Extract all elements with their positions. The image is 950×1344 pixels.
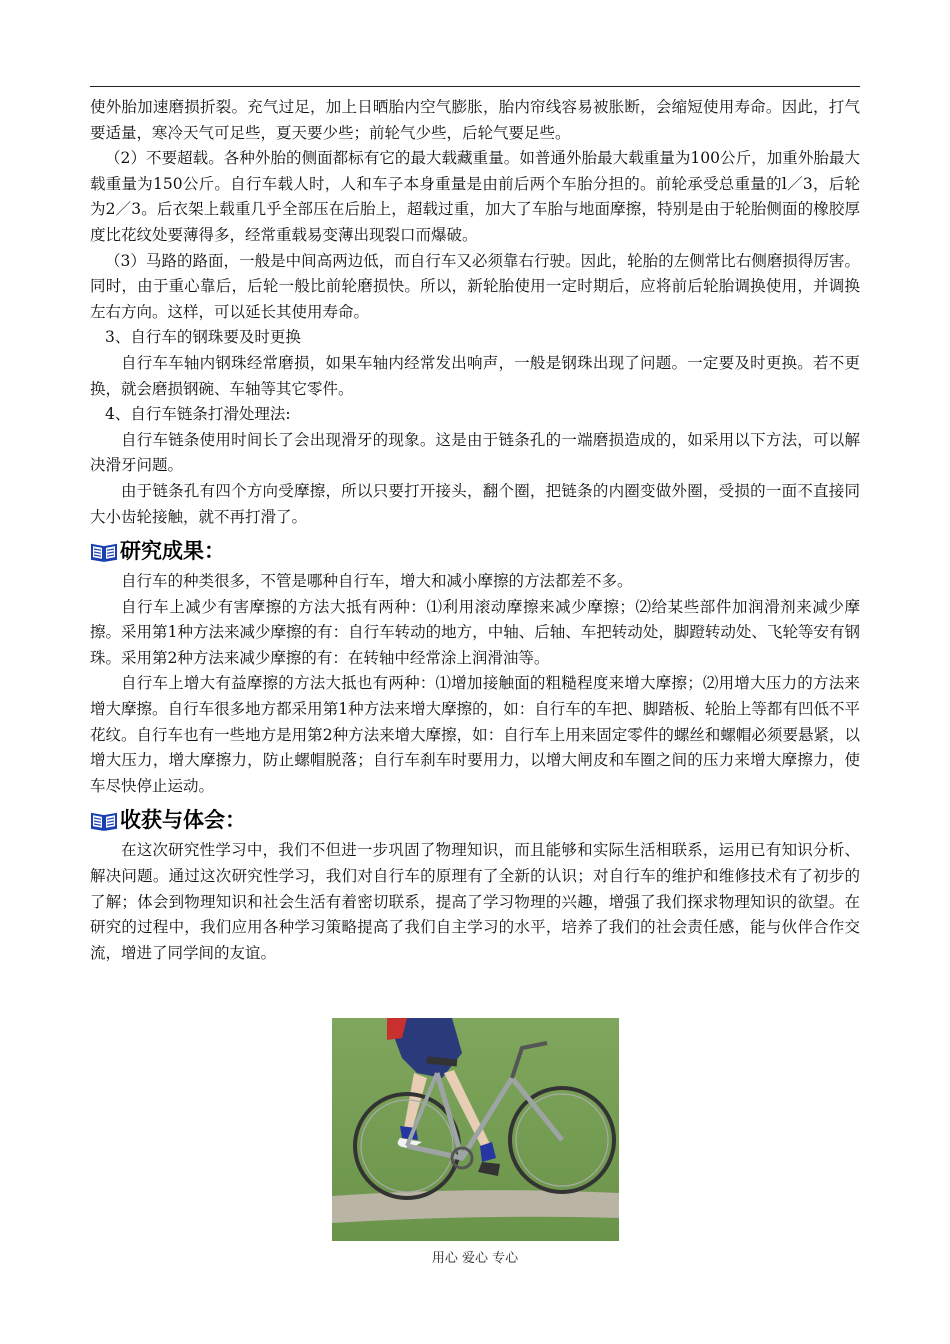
paragraph-results-2: 自行车上减少有害摩擦的方法大抵有两种：⑴利用滚动摩擦来减少摩擦；⑵给某些部件加润滑剂来减少摩擦。采用第1种方法来减少摩擦的有：自行车转动的地方，中轴、后轴、车把转动处，脚蹬转动处、飞轮等安有钢珠。采用第2种方法来减少摩擦的有：在转轴中经常涂上润滑油等。 <box>90 597 860 667</box>
section-title-chain-slip: 4、自行车链条打滑处理法: <box>105 405 291 424</box>
paragraph-overload: （2）不要超载。各种外胎的侧面都标有它的最大载藏重量。如普通外胎最大载重量为100公斤，加重外胎最大载重量为150公斤。自行车载人时，人和车子本身重量是由前后两个车胎分担的。前轮承受总重量的l／3，后轮为2／3。后衣架上载重几乎全部压在后胎上，超载过重，加大了车胎与地面摩擦，特别是由于轮胎侧面的橡胶厚度比花纹处要薄得多，经常重载易变薄出现裂口而爆破。 <box>90 149 860 244</box>
heading-results <box>90 537 860 565</box>
paragraph-tire-pressure: 使外胎加速磨损折裂。充气过足，加上日晒胎内空气膨胀，胎内帘线容易被胀断，会缩短使用寿命。因此，打气要适量，寒冷天气可足些，夏天要少些；前轮气少些，后轮气要足些。 <box>90 98 860 142</box>
paragraph-steel-balls: 自行车车轴内钢珠经常磨损，如果车轴内经常发出响声，一般是钢珠出现了问题。一定要及时更换。若不更换，就会磨损钢碗、车轴等其它零件。 <box>90 353 860 398</box>
section-title-steel-balls: 3、自行车的钢珠要及时更换 <box>105 328 301 347</box>
paragraph-gains: 在这次研究性学习中，我们不但进一步巩固了物理知识，而且能够和实际生活相联系，运用已有知识分析、解决问题。通过这次研究性学习，我们对自行车的原理有了全新的认识；对自行车的维护和维修技术有了初步的了解；体会到物理知识和社会生活有着密切联系，提高了学习物理的兴趣，增强了我们探求物理知识的欲望。在研究的过程中，我们应用各种学习策略提高了我们自主学习的水平，培养了我们的社会责任感，能与伙伴合作交流，增进了同学间的友谊。 <box>90 841 860 962</box>
paragraph-road-surface: （3）马路的路面，一般是中间高两边低，而自行车又必须靠右行驶。因此，轮胎的左侧常比右侧磨损得厉害。同时，由于重心靠后，后轮一般比前轮磨损快。所以，新轮胎使用一定时期后，应将前后轮胎调换使用，并调换左右方向。这样，可以延长其使用寿命。 <box>90 251 860 321</box>
bicycle-photo <box>332 1018 619 1241</box>
heading-gains <box>90 806 860 834</box>
footer-caption: 用心 爱心 专心 <box>431 1251 519 1266</box>
paragraph-results-1: 自行车的种类很多，不管是哪种自行车，增大和减小摩擦的方法都差不多。 <box>121 572 633 591</box>
paragraph-chain-slip-2: 由于链条孔有四个方向受摩擦，所以只要打开接头，翻个圈，把链条的内圈变做外圈，受损的一面不直接同大小齿轮接触，就不再打滑了。 <box>90 481 860 526</box>
paragraph-results-3: 自行车上增大有益摩擦的方法大抵也有两种：⑴增加接触面的粗糙程度来增大摩擦；⑵用增大压力的方法来增大摩擦。自行车很多地方都采用第1种方法来增大摩擦的，如：自行车的车把、脚踏板、轮胎上等都有凹低不平花纹。自行车也有一些地方是用第2种方法来增大摩擦，如：自行车上用来固定零件的螺丝和螺帽必须要悬紧，以增大压力，增大摩擦力，防止螺帽脱落；自行车刹车时要用力，以增大闸皮和车圈之间的压力来增大摩擦力，使车尽快停止运动。 <box>90 674 860 795</box>
heading-results-text: 研究成果： <box>120 539 225 564</box>
open-book-icon <box>90 541 118 561</box>
header-rule <box>90 86 860 87</box>
open-book-icon <box>90 810 118 830</box>
heading-gains-text: 收获与体会： <box>120 808 246 833</box>
document-body <box>90 95 860 966</box>
paragraph-chain-slip-1: 自行车链条使用时间长了会出现滑牙的现象。这是由于链条孔的一端磨损造成的，如采用以下方法，可以解决滑牙问题。 <box>90 430 860 475</box>
